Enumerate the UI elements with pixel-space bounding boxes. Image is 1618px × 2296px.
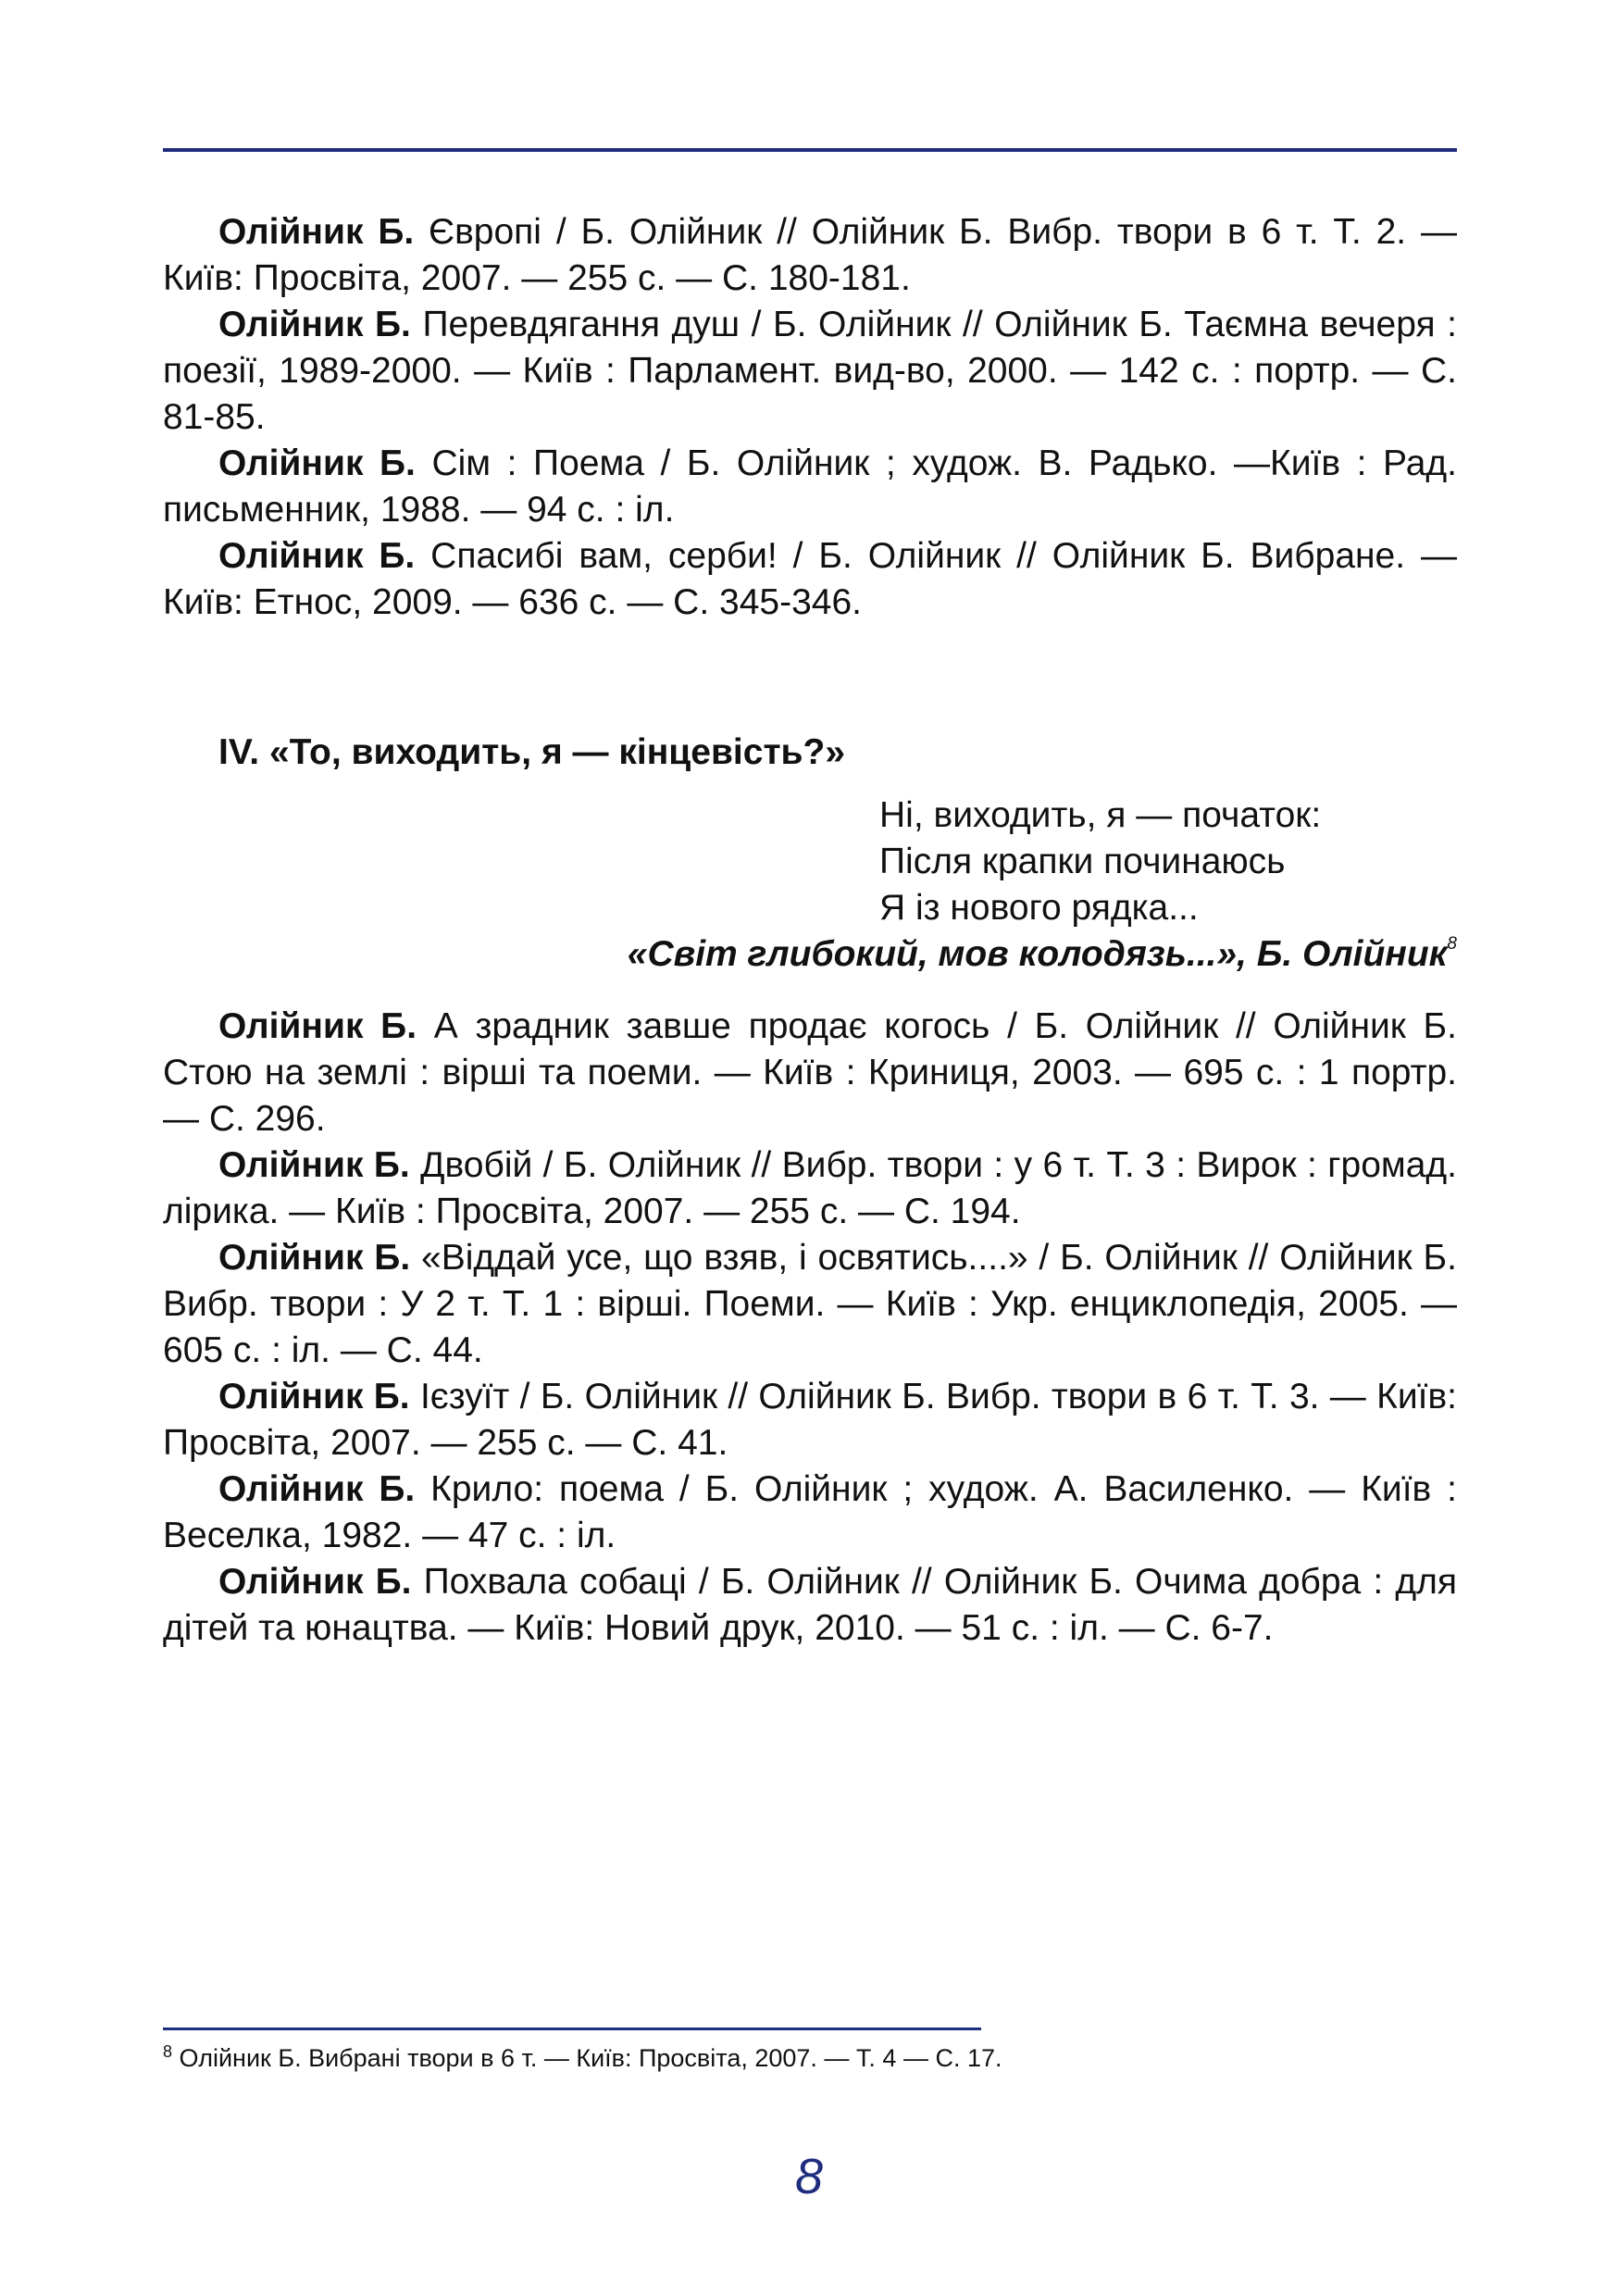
- bibliography-entry: [163, 302, 1457, 441]
- entry-text: Спасибі вам, серби! / Б. Олійник // Олійник Б. Вибране. — Київ: Етнос, 2009. — 636 с. — С. 345-346.: [163, 536, 1457, 622]
- entry-author: Олійник Б.: [218, 1238, 411, 1278]
- section-heading: IV. «То, виходить, я — кінцевість?»: [218, 732, 846, 772]
- bibliography-entry: [163, 209, 1457, 302]
- footnote-rule: [163, 2028, 981, 2030]
- bibliography-entry: [163, 1374, 1457, 1466]
- entry-author: Олійник Б.: [218, 1006, 417, 1046]
- footnote-text: Олійник Б. Вибрані твори в 6 т. — Київ: Просвіта, 2007. — Т. 4 — С. 17.: [172, 2044, 1002, 2072]
- entry-text: «Віддай усе, що взяв, і освятись....» / Б. Олійник // Олійник Б. Вибр. твори : У 2 т. Т. 1 : вірші. Поеми. — Київ : Укр. енциклопедія, 2005. — 605 с. : іл. — С. 44.: [163, 1238, 1457, 1370]
- entry-text: Європі / Б. Олійник // Олійник Б. Вибр. твори в 6 т. Т. 2. — Київ: Просвіта, 2007. — 255 с. — С. 180-181.: [163, 212, 1457, 298]
- entry-author: Олійник Б.: [218, 1469, 416, 1509]
- header-rule: [163, 148, 1457, 152]
- bibliography-entry: [163, 1466, 1457, 1559]
- entry-text: Крило: поема / Б. Олійник ; худож. А. Василенко. — Київ : Веселка, 1982. — 47 с. : іл.: [163, 1469, 1457, 1555]
- entry-author: Олійник Б.: [218, 443, 416, 483]
- bibliography-entry: [163, 1559, 1457, 1652]
- entry-author: Олійник Б.: [218, 1562, 412, 1602]
- page-number: 8: [794, 2149, 824, 2204]
- bibliography-entry: [163, 1142, 1457, 1235]
- entry-author: Олійник Б.: [218, 1145, 410, 1185]
- epigraph-line: Після крапки починаюсь: [879, 842, 1286, 881]
- epigraph: [163, 792, 1457, 978]
- footnote: [163, 2042, 1457, 2074]
- page-content: [163, 209, 1457, 1652]
- bibliography-group-2: [163, 1004, 1457, 1652]
- bibliography-entry: [163, 441, 1457, 533]
- bibliography-entry: [163, 1235, 1457, 1374]
- footnote-mark: 8: [163, 2042, 173, 2061]
- bibliography-entry: [163, 1004, 1457, 1142]
- entry-author: Олійник Б.: [218, 212, 415, 252]
- epigraph-line: Я із нового рядка...: [879, 888, 1199, 928]
- bibliography-entry: [163, 533, 1457, 626]
- entry-text: Двобій / Б. Олійник // Вибр. твори : у 6 т. Т. 3 : Вирок : громад. лірика. — Київ : Просвіта, 2007. — 255 с. — С. 194.: [163, 1145, 1457, 1231]
- bibliography-group-1: [163, 209, 1457, 626]
- epigraph-source: [163, 931, 1457, 978]
- entry-author: Олійник Б.: [218, 536, 416, 576]
- entry-text: Ієзуїт / Б. Олійник // Олійник Б. Вибр. твори в 6 т. Т. 3. — Київ: Просвіта, 2007. — 255 с. — С. 41.: [163, 1377, 1457, 1463]
- entry-text: Перевдягання душ / Б. Олійник // Олійник Б. Таємна вечеря : поезії, 1989-2000. — Київ : Парламент. вид-во, 2000. — 142 с. : портр. — С. 81-85.: [163, 305, 1457, 437]
- entry-author: Олійник Б.: [218, 1377, 410, 1416]
- epigraph-source-text: «Світ глибокий, мов колодязь...», Б. Олійник: [627, 934, 1448, 974]
- entry-text: Похвала собаці / Б. Олійник // Олійник Б. Очима добра : для дітей та юнацтва. — Київ: Новий друк, 2010. — 51 с. : іл. — С. 6-7.: [163, 1562, 1457, 1648]
- footnote-reference[interactable]: 8: [1447, 934, 1457, 954]
- entry-text: Сім : Поема / Б. Олійник ; худож. В. Радько. —Київ : Рад. письменник, 1988. — 94 с. : іл.: [163, 443, 1457, 530]
- entry-text: А зрадник завше продає когось / Б. Олійник // Олійник Б. Стою на землі : вірші та поеми. — Київ : Криниця, 2003. — 695 с. : 1 портр. — С. 296.: [163, 1006, 1457, 1139]
- entry-author: Олійник Б.: [218, 305, 411, 344]
- epigraph-line: Ні, виходить, я — початок:: [879, 795, 1322, 835]
